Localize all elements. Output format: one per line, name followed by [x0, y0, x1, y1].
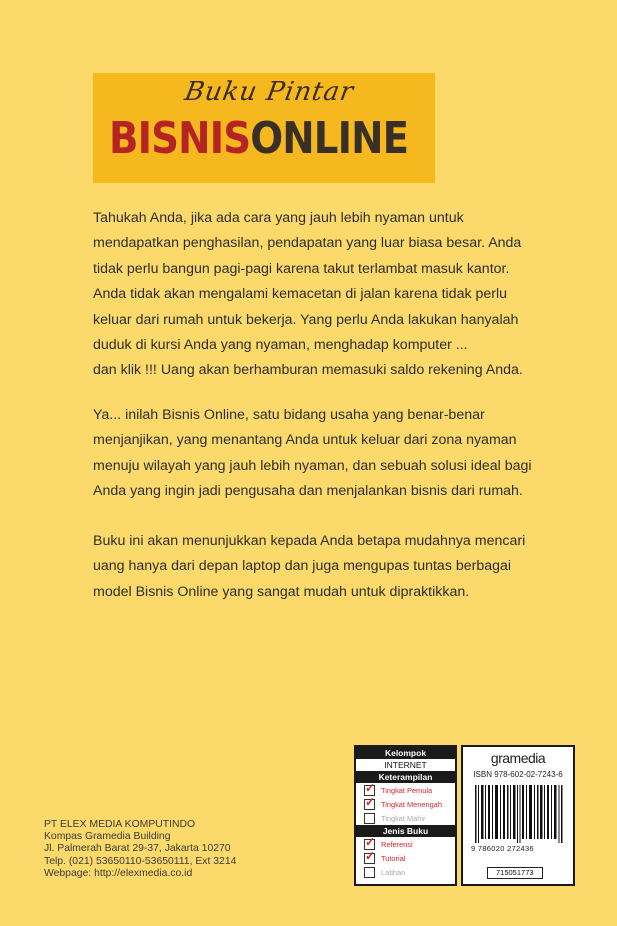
keterampilan-item-menengah — [356, 797, 455, 811]
checkbox-empty-icon — [364, 813, 375, 824]
blurb-paragraph-2 — [93, 403, 553, 505]
text-line: tidak perlu bangun pagi-pagi karena takut terlambat masuk kantor. — [93, 260, 510, 277]
title-part-bisnis: BISNIS — [109, 113, 251, 164]
item-label: Tutorial — [381, 853, 406, 863]
item-label: Referensi — [381, 839, 413, 849]
text-line: model Bisnis Online yang sangat mudah untuk dipraktikkan. — [93, 583, 470, 600]
jenis-item-tutorial — [356, 851, 455, 865]
title-part-online: ONLINE — [250, 113, 409, 164]
text-line: mendapatkan penghasilan, pendapatan yang luar biasa besar. Anda — [93, 235, 522, 252]
item-label: Tingkat Pemula — [381, 785, 433, 795]
text-line: Ya... inilah Bisnis Online, satu bidang usaha yang benar-benar — [93, 407, 485, 423]
text-line: uang hanya dari depan laptop dan juga mengupas tuntas berbagai — [93, 558, 512, 575]
text-line: Anda tidak akan mengalami kemacetan di jalan karena tidak perlu — [93, 286, 508, 303]
text-line: keluar dari rumah untuk bekerja. Yang perlu Anda lakukan hanyalah — [93, 311, 519, 328]
publisher-info — [44, 819, 236, 880]
product-code: 715051773 — [487, 867, 543, 879]
text-line: Buku ini akan menunjukkan kepada Anda betapa mudahnya mencari — [93, 533, 526, 549]
text-line: menjanjikan, yang menantang Anda untuk keluar dari zona nyaman — [93, 432, 517, 449]
publisher-address: Jl. Palmerah Barat 29-37, Jakarta 10270 — [44, 843, 231, 855]
barcode-box — [461, 745, 575, 886]
checkbox-empty-icon — [364, 867, 375, 878]
item-label: Latihan — [381, 867, 406, 877]
title-block — [93, 73, 435, 183]
series-name: Buku Pintar — [182, 77, 357, 107]
barcode-digits: 9 786020 272436 — [471, 844, 534, 853]
publisher-web: Webpage: http://elexmedia.co.id — [44, 867, 193, 879]
kelompok-value: INTERNET — [384, 760, 427, 770]
isbn-text: ISBN 978-602-02-7243-6 — [473, 770, 563, 779]
checkbox-checked-icon — [364, 853, 375, 864]
text-line: menuju wilayah yang jauh lebih nyaman, dan sebuah solusi ideal bagi — [93, 457, 532, 474]
blurb-paragraph-3 — [93, 529, 553, 605]
item-label: Tingkat Menengah — [381, 799, 442, 809]
barcode-icon — [475, 785, 563, 843]
publisher-name: PT ELEX MEDIA KOMPUTINDO — [44, 819, 196, 830]
text-line: duduk di kursi Anda yang nyaman, menghadap komputer ... — [93, 337, 468, 354]
text-line: Anda yang ingin jadi pengusaha dan menjalankan bisnis dari rumah. — [93, 483, 523, 500]
publisher-phone: Telp. (021) 53650110-53650111, Ext 3214 — [44, 855, 237, 867]
jenis-item-latihan — [356, 865, 455, 879]
item-label: Tingkat Mahir — [381, 813, 426, 823]
category-box — [354, 745, 457, 886]
text-line: dan klik !!! Uang akan berhamburan memasuki saldo rekening Anda. — [93, 362, 523, 379]
book-title — [109, 109, 408, 169]
text-line: Tahukah Anda, jika ada cara yang jauh lebih nyaman untuk — [93, 210, 464, 226]
blurb-paragraph-1 — [93, 206, 553, 384]
keterampilan-header: Keterampilan — [356, 771, 455, 783]
jenis-buku-header: Jenis Buku — [356, 825, 455, 837]
publisher-building: Kompas Gramedia Building — [44, 831, 171, 843]
checkbox-checked-icon — [364, 799, 375, 810]
gramedia-logo: gramedia — [490, 750, 546, 766]
kelompok-header: Kelompok — [356, 747, 455, 759]
keterampilan-item-mahir — [356, 811, 455, 825]
